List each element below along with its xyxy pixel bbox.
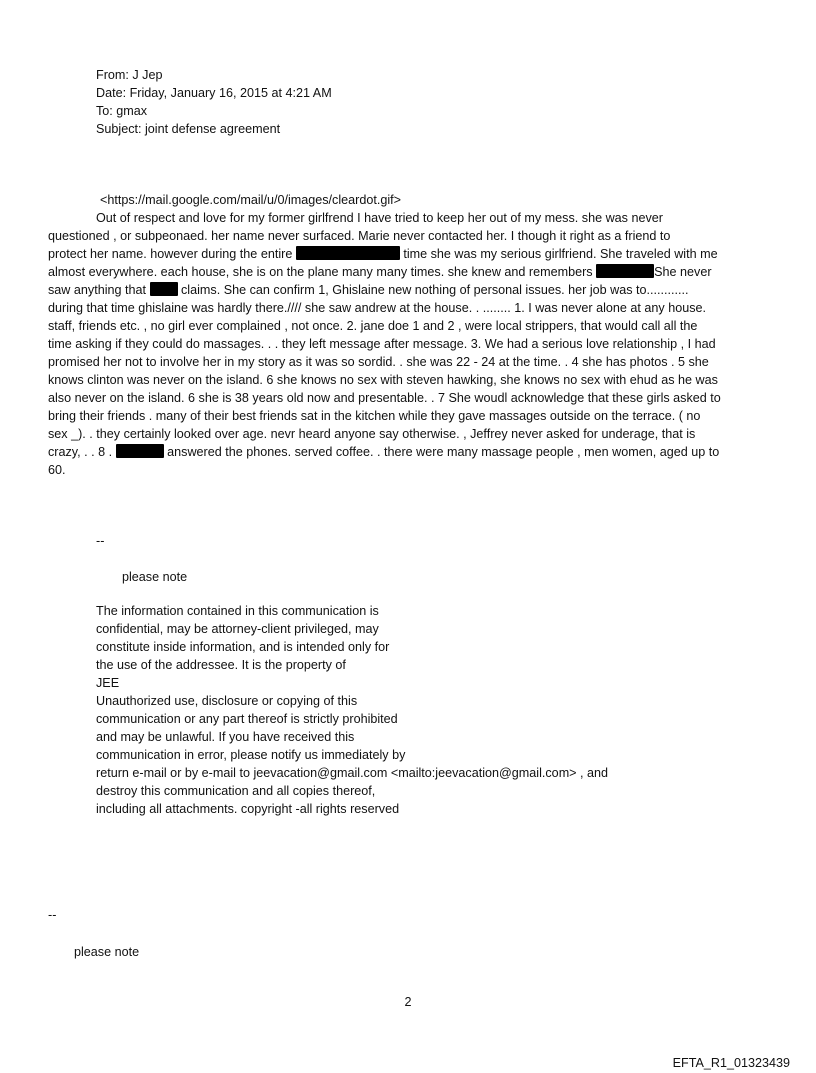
- body-line: knows clinton was never on the island. 6 she knows no sex with steven hawking, she knows no sex with ehud as he was: [48, 373, 718, 387]
- disclaimer-line: return e-mail or by e-mail to jeevacation@gmail.com <mailto:jeevacation@gmail.com> , and: [96, 766, 609, 780]
- from-line: From: J Jep: [96, 68, 163, 82]
- body-line: sex _). . they certainly looked over age. nevr heard anyone say otherwise. , Jeffrey never asked for underage, that is: [48, 427, 696, 441]
- body-text-segment: almost everywhere. each house, she is on the plane many many times. she knew and remembers: [48, 265, 597, 279]
- email-header: [96, 66, 696, 138]
- body-text-segment: She never: [654, 265, 712, 279]
- body-text-segment: saw anything that: [48, 283, 150, 297]
- redaction-box: [596, 264, 654, 278]
- body-line: during that time ghislaine was hardly there.//// she saw andrew at the house. . ........ 1. I was never alone at any house.: [48, 301, 707, 315]
- disclaimer-line: confidential, may be attorney-client privileged, may: [96, 622, 379, 636]
- disclaimer-line: JEE: [96, 676, 120, 690]
- to-line: To: gmax: [96, 104, 148, 118]
- email-body: [48, 209, 768, 479]
- body-line: promised her not to involve her in my story as it was so sordid. . she was 22 - 24 at the time. . 4 she has photos . 5 she: [48, 355, 709, 369]
- disclaimer-line: communication in error, please notify us immediately by: [96, 748, 406, 762]
- body-line: staff, friends etc. , no girl ever complained , not once. 2. jane doe 1 and 2 , were local strippers, that would call all the: [48, 319, 698, 333]
- body-line: [48, 245, 768, 263]
- page-number: 2: [404, 995, 412, 1009]
- disclaimer-line: and may be unlawful. If you have received this: [96, 730, 355, 744]
- confidentiality-disclaimer: [96, 602, 696, 818]
- please-note-label: please note: [74, 945, 140, 959]
- body-line: questioned , or subpeonaed. her name never surfaced. Marie never contacted her. I though it right as a friend to: [48, 229, 671, 243]
- body-line: also never on the island. 6 she is 38 years old now and presentable. . 7 She woudl acknowledge that these girls asked to: [48, 391, 721, 405]
- disclaimer-line: communication or any part thereof is strictly prohibited: [96, 712, 398, 726]
- disclaimer-line: Unauthorized use, disclosure or copying of this: [96, 694, 358, 708]
- disclaimer-line: constitute inside information, and is intended only for: [96, 640, 390, 654]
- body-line: time asking if they could do massages. . . they left message after message. 3. We had a serious love relationship , I had: [48, 337, 716, 351]
- body-text-segment: time she was my serious girlfriend. She traveled with me: [399, 247, 718, 261]
- body-line: [48, 443, 768, 461]
- redaction-box: [116, 444, 164, 458]
- body-line: [48, 263, 768, 281]
- body-text-segment: claims. She can confirm 1, Ghislaine new nothing of personal issues. her job was to............: [177, 283, 689, 297]
- disclaimer-line: the use of the addressee. It is the property of: [96, 658, 346, 672]
- signature-separator: --: [48, 908, 57, 922]
- redaction-box: [150, 282, 178, 296]
- body-text-segment: answered the phones. served coffee. . there were many massage people , men women, aged up to: [163, 445, 720, 459]
- please-note-label: please note: [122, 570, 188, 584]
- body-line: bring their friends . many of their best friends sat in the kitchen while they gave massages outside on the terrace. ( no: [48, 409, 701, 423]
- body-line: Out of respect and love for my former girlfrend I have tried to keep her out of my mess. she was never: [96, 211, 663, 225]
- signature-separator: --: [96, 534, 105, 548]
- body-line: 60.: [48, 463, 66, 477]
- subject-line: Subject: joint defense agreement: [96, 122, 281, 136]
- redaction-box: [296, 246, 400, 260]
- disclaimer-line: The information contained in this communication is: [96, 604, 379, 618]
- body-text-segment: crazy, . . 8 .: [48, 445, 116, 459]
- disclaimer-line: including all attachments. copyright -all rights reserved: [96, 802, 400, 816]
- body-line: [48, 281, 768, 299]
- disclaimer-line: destroy this communication and all copies thereof,: [96, 784, 376, 798]
- date-line: Date: Friday, January 16, 2015 at 4:21 AM: [96, 86, 332, 100]
- body-text-segment: protect her name. however during the entire: [48, 247, 296, 261]
- document-id: EFTA_R1_01323439: [672, 1056, 790, 1070]
- image-url-text: <https://mail.google.com/mail/u/0/images/cleardot.gif>: [100, 193, 402, 207]
